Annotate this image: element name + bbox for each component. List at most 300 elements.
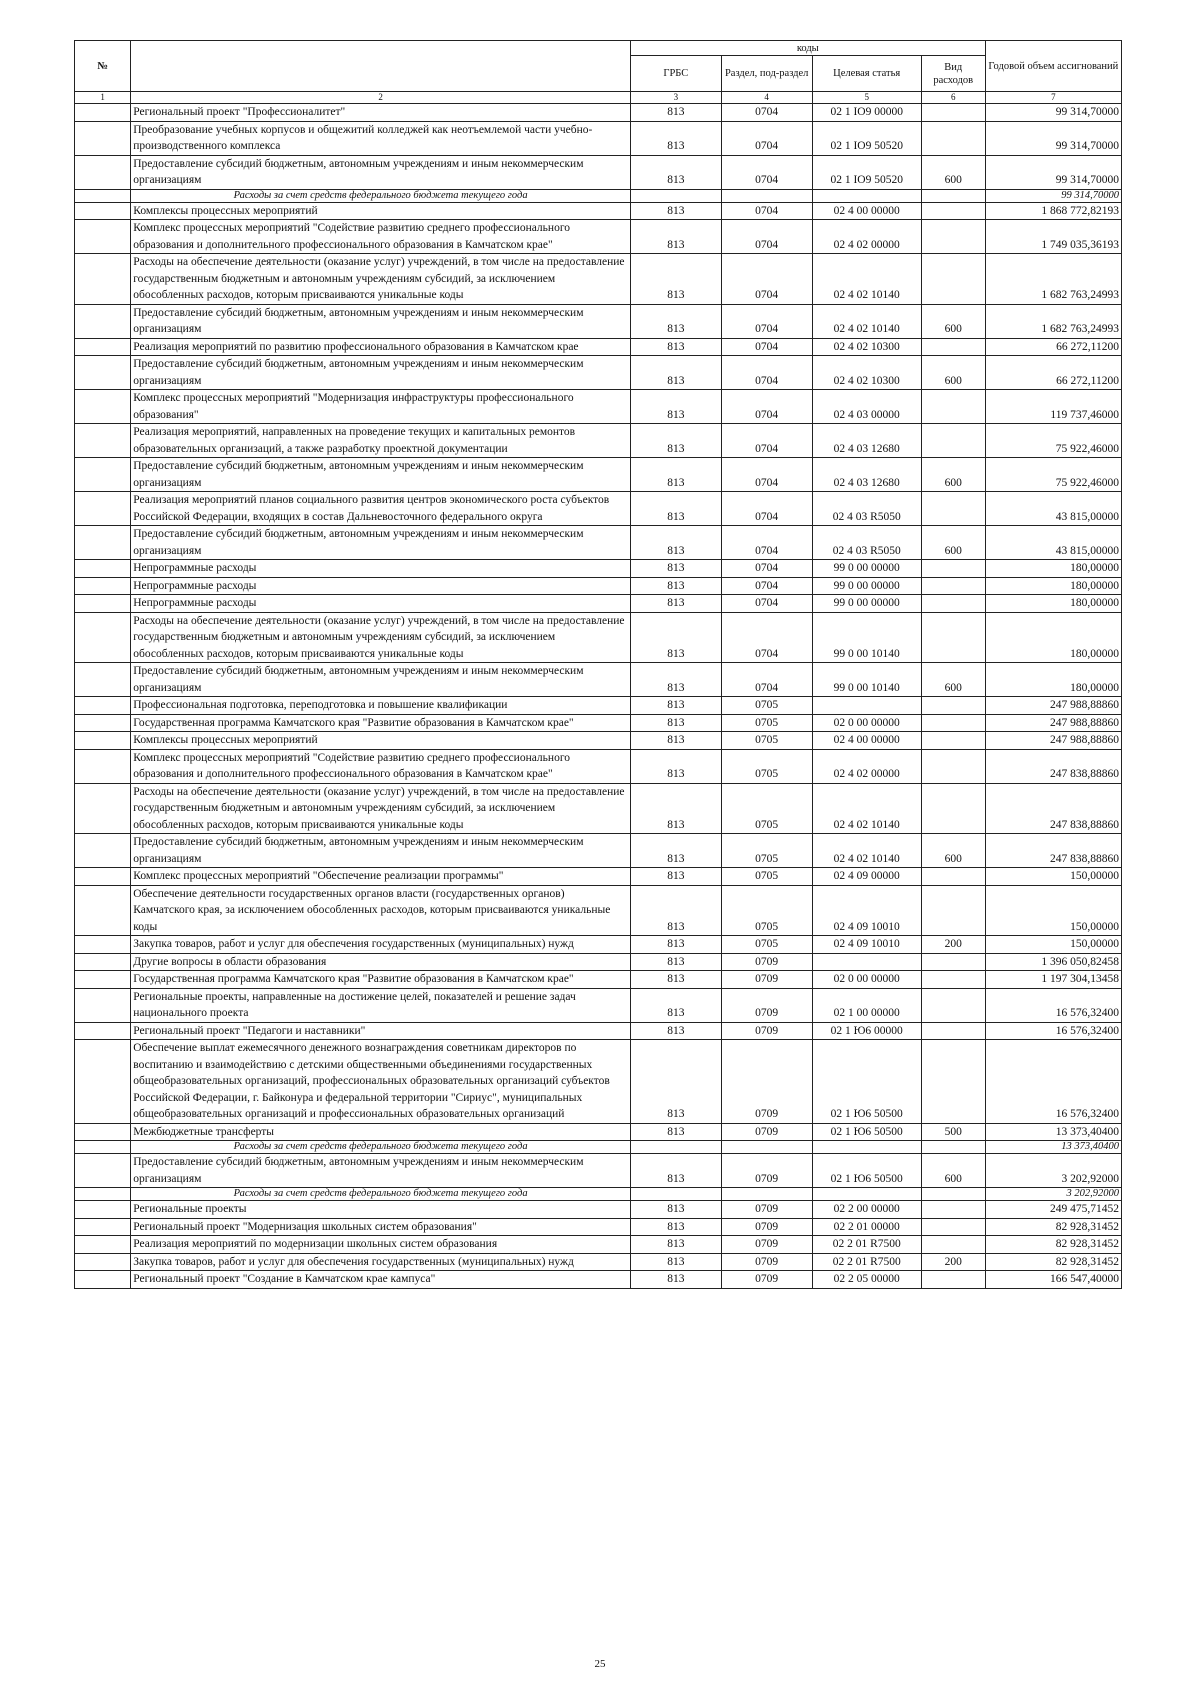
row-number-cell bbox=[75, 1022, 131, 1040]
row-grbs: 813 bbox=[630, 526, 721, 560]
row-number-cell bbox=[75, 1123, 131, 1141]
row-number-cell bbox=[75, 1201, 131, 1219]
row-grbs: 813 bbox=[630, 834, 721, 868]
row-section: 0705 bbox=[721, 834, 812, 868]
row-description: Региональный проект "Профессионалитет" bbox=[131, 104, 631, 122]
row-description: Комплекс процессных мероприятий "Содействие развитию среднего профессионального образования и дополнительного профессионального образования в Камчатском крае" bbox=[131, 749, 631, 783]
row-section: 0709 bbox=[721, 971, 812, 989]
row-grbs: 813 bbox=[630, 988, 721, 1022]
row-amount: 1 396 050,82458 bbox=[985, 953, 1121, 971]
row-number-cell bbox=[75, 304, 131, 338]
row-amount: 247 988,88860 bbox=[985, 697, 1121, 715]
row-target-article bbox=[812, 1188, 921, 1201]
table-row bbox=[75, 1253, 1122, 1271]
table-row bbox=[75, 424, 1122, 458]
table-row bbox=[75, 390, 1122, 424]
row-section: 0709 bbox=[721, 953, 812, 971]
row-amount: 249 475,71452 bbox=[985, 1201, 1121, 1219]
row-amount: 1 749 035,36193 bbox=[985, 220, 1121, 254]
row-target-article bbox=[812, 189, 921, 202]
row-expense-type: 200 bbox=[921, 1253, 985, 1271]
row-amount: 16 576,32400 bbox=[985, 988, 1121, 1022]
row-amount: 150,00000 bbox=[985, 885, 1121, 936]
row-grbs: 813 bbox=[630, 697, 721, 715]
row-number-cell bbox=[75, 526, 131, 560]
row-description: Реализация мероприятий, направленных на проведение текущих и капитальных ремонтов образовательных организаций, а также разработку проектной документации bbox=[131, 424, 631, 458]
row-target-article: 02 4 03 12680 bbox=[812, 458, 921, 492]
header-grbs: ГРБС bbox=[630, 56, 721, 92]
row-section: 0704 bbox=[721, 424, 812, 458]
row-section: 0704 bbox=[721, 526, 812, 560]
row-target-article: 02 1 Ю6 50500 bbox=[812, 1040, 921, 1124]
row-section: 0709 bbox=[721, 1201, 812, 1219]
row-number-cell bbox=[75, 424, 131, 458]
row-description: Межбюджетные трансферты bbox=[131, 1123, 631, 1141]
row-grbs: 813 bbox=[630, 885, 721, 936]
page-number: 25 bbox=[594, 1658, 606, 1670]
row-number-cell bbox=[75, 732, 131, 750]
row-grbs: 813 bbox=[630, 202, 721, 220]
header-index: 6 bbox=[921, 92, 985, 104]
row-grbs: 813 bbox=[630, 492, 721, 526]
row-grbs: 813 bbox=[630, 936, 721, 954]
row-section: 0704 bbox=[721, 104, 812, 122]
row-amount: 13 373,40400 bbox=[985, 1123, 1121, 1141]
row-grbs: 813 bbox=[630, 1123, 721, 1141]
row-amount: 82 928,31452 bbox=[985, 1218, 1121, 1236]
row-number-cell bbox=[75, 254, 131, 305]
row-expense-type bbox=[921, 732, 985, 750]
row-description: Государственная программа Камчатского края "Развитие образования в Камчатском крае" bbox=[131, 971, 631, 989]
row-grbs bbox=[630, 189, 721, 202]
row-description: Преобразование учебных корпусов и общежитий колледжей как неотъемлемой части учебно-производственного комплекса bbox=[131, 121, 631, 155]
row-section: 0705 bbox=[721, 936, 812, 954]
row-target-article: 02 4 02 10140 bbox=[812, 254, 921, 305]
row-target-article: 02 2 01 R7500 bbox=[812, 1253, 921, 1271]
row-target-article: 02 4 02 00000 bbox=[812, 220, 921, 254]
row-grbs bbox=[630, 1141, 721, 1154]
row-target-article: 02 4 09 00000 bbox=[812, 868, 921, 886]
row-grbs: 813 bbox=[630, 424, 721, 458]
table-row bbox=[75, 1236, 1122, 1254]
row-expense-type bbox=[921, 783, 985, 834]
row-expense-type bbox=[921, 1141, 985, 1154]
row-section: 0704 bbox=[721, 595, 812, 613]
row-amount: 99 314,70000 bbox=[985, 189, 1121, 202]
row-number-cell bbox=[75, 202, 131, 220]
row-section: 0704 bbox=[721, 577, 812, 595]
row-target-article: 99 0 00 10140 bbox=[812, 663, 921, 697]
row-section bbox=[721, 1141, 812, 1154]
row-target-article: 02 1 IO9 50520 bbox=[812, 155, 921, 189]
row-description: Комплекс процессных мероприятий "Модернизация инфраструктуры профессионального образования" bbox=[131, 390, 631, 424]
row-expense-type: 600 bbox=[921, 155, 985, 189]
table-row bbox=[75, 1022, 1122, 1040]
row-description: Расходы за счет средств федерального бюджета текущего года bbox=[131, 1188, 631, 1201]
row-description: Расходы за счет средств федерального бюджета текущего года bbox=[131, 189, 631, 202]
row-description: Предоставление субсидий бюджетным, автономным учреждениям и иным некоммерческим организациям bbox=[131, 663, 631, 697]
row-target-article: 02 4 02 10140 bbox=[812, 834, 921, 868]
table-header bbox=[75, 41, 1122, 104]
row-section: 0709 bbox=[721, 1253, 812, 1271]
row-target-article bbox=[812, 1141, 921, 1154]
table-row bbox=[75, 1271, 1122, 1289]
row-description: Комплекс процессных мероприятий "Обеспечение реализации программы" bbox=[131, 868, 631, 886]
row-amount: 99 314,70000 bbox=[985, 155, 1121, 189]
row-target-article: 02 0 00 00000 bbox=[812, 714, 921, 732]
row-grbs bbox=[630, 1188, 721, 1201]
header-index: 4 bbox=[721, 92, 812, 104]
row-section: 0705 bbox=[721, 783, 812, 834]
row-section: 0709 bbox=[721, 1218, 812, 1236]
row-grbs: 813 bbox=[630, 953, 721, 971]
row-amount: 43 815,00000 bbox=[985, 526, 1121, 560]
row-number-cell bbox=[75, 1188, 131, 1201]
row-target-article: 02 4 03 12680 bbox=[812, 424, 921, 458]
table-row bbox=[75, 202, 1122, 220]
table-row bbox=[75, 834, 1122, 868]
row-description: Реализация мероприятий по модернизации школьных систем образования bbox=[131, 1236, 631, 1254]
row-amount: 180,00000 bbox=[985, 663, 1121, 697]
row-section: 0704 bbox=[721, 458, 812, 492]
row-section: 0704 bbox=[721, 304, 812, 338]
row-grbs: 813 bbox=[630, 1236, 721, 1254]
row-section: 0705 bbox=[721, 868, 812, 886]
federal-funds-row bbox=[75, 1188, 1122, 1201]
row-description: Закупка товаров, работ и услуг для обеспечения государственных (муниципальных) нужд bbox=[131, 1253, 631, 1271]
row-section: 0704 bbox=[721, 390, 812, 424]
row-amount: 180,00000 bbox=[985, 595, 1121, 613]
row-description: Расходы на обеспечение деятельности (оказание услуг) учреждений, в том числе на предоставление государственным бюджетным и автономным учреждениям субсидий, за исключением обособленных расходов, которым присваиваются уникальные коды bbox=[131, 783, 631, 834]
row-expense-type: 600 bbox=[921, 834, 985, 868]
budget-table-container bbox=[74, 40, 1122, 1289]
row-expense-type bbox=[921, 202, 985, 220]
row-section: 0704 bbox=[721, 663, 812, 697]
row-target-article: 02 2 01 00000 bbox=[812, 1218, 921, 1236]
row-section bbox=[721, 189, 812, 202]
row-grbs: 813 bbox=[630, 155, 721, 189]
row-target-article: 02 4 00 00000 bbox=[812, 202, 921, 220]
row-amount: 180,00000 bbox=[985, 612, 1121, 663]
row-target-article: 02 4 02 00000 bbox=[812, 749, 921, 783]
row-description: Расходы за счет средств федерального бюджета текущего года bbox=[131, 1141, 631, 1154]
header-index: 1 bbox=[75, 92, 131, 104]
row-description: Профессиональная подготовка, переподготовка и повышение квалификации bbox=[131, 697, 631, 715]
row-amount: 3 202,92000 bbox=[985, 1188, 1121, 1201]
row-section: 0705 bbox=[721, 714, 812, 732]
row-expense-type bbox=[921, 390, 985, 424]
row-section: 0704 bbox=[721, 155, 812, 189]
row-number-cell bbox=[75, 953, 131, 971]
row-grbs: 813 bbox=[630, 732, 721, 750]
row-amount: 16 576,32400 bbox=[985, 1022, 1121, 1040]
row-grbs: 813 bbox=[630, 783, 721, 834]
table-row bbox=[75, 971, 1122, 989]
table-row bbox=[75, 612, 1122, 663]
row-target-article: 02 1 Ю6 50500 bbox=[812, 1123, 921, 1141]
row-expense-type bbox=[921, 697, 985, 715]
row-expense-type: 600 bbox=[921, 304, 985, 338]
row-expense-type bbox=[921, 1201, 985, 1219]
row-section: 0705 bbox=[721, 697, 812, 715]
row-grbs: 813 bbox=[630, 1022, 721, 1040]
row-number-cell bbox=[75, 612, 131, 663]
row-expense-type: 600 bbox=[921, 526, 985, 560]
row-number-cell bbox=[75, 988, 131, 1022]
row-expense-type bbox=[921, 492, 985, 526]
row-target-article: 02 2 01 R7500 bbox=[812, 1236, 921, 1254]
row-number-cell bbox=[75, 155, 131, 189]
row-target-article: 02 4 02 10300 bbox=[812, 356, 921, 390]
row-number-cell bbox=[75, 390, 131, 424]
table-row bbox=[75, 356, 1122, 390]
table-row bbox=[75, 104, 1122, 122]
row-number-cell bbox=[75, 560, 131, 578]
row-target-article: 02 4 02 10140 bbox=[812, 304, 921, 338]
row-target-article: 02 2 05 00000 bbox=[812, 1271, 921, 1289]
row-number-cell bbox=[75, 104, 131, 122]
row-expense-type bbox=[921, 121, 985, 155]
row-amount: 247 988,88860 bbox=[985, 714, 1121, 732]
row-number-cell bbox=[75, 1141, 131, 1154]
row-expense-type bbox=[921, 1218, 985, 1236]
row-grbs: 813 bbox=[630, 971, 721, 989]
row-amount: 3 202,92000 bbox=[985, 1154, 1121, 1188]
table-row bbox=[75, 220, 1122, 254]
row-amount: 1 682 763,24993 bbox=[985, 254, 1121, 305]
row-description: Реализация мероприятий по развитию профессионального образования в Камчатском крае bbox=[131, 338, 631, 356]
row-target-article: 99 0 00 00000 bbox=[812, 577, 921, 595]
row-target-article: 99 0 00 00000 bbox=[812, 595, 921, 613]
table-row bbox=[75, 458, 1122, 492]
row-expense-type bbox=[921, 714, 985, 732]
header-index: 5 bbox=[812, 92, 921, 104]
row-amount: 150,00000 bbox=[985, 868, 1121, 886]
row-grbs: 813 bbox=[630, 1253, 721, 1271]
row-expense-type bbox=[921, 338, 985, 356]
row-grbs: 813 bbox=[630, 1154, 721, 1188]
row-target-article bbox=[812, 697, 921, 715]
row-number-cell bbox=[75, 714, 131, 732]
row-section: 0705 bbox=[721, 749, 812, 783]
row-description: Предоставление субсидий бюджетным, автономным учреждениям и иным некоммерческим организациям bbox=[131, 834, 631, 868]
row-grbs: 813 bbox=[630, 254, 721, 305]
row-expense-type bbox=[921, 971, 985, 989]
row-expense-type bbox=[921, 1236, 985, 1254]
row-number-cell bbox=[75, 1218, 131, 1236]
row-section: 0704 bbox=[721, 612, 812, 663]
row-section: 0705 bbox=[721, 732, 812, 750]
row-expense-type bbox=[921, 1271, 985, 1289]
row-amount: 99 314,70000 bbox=[985, 121, 1121, 155]
budget-table bbox=[74, 40, 1122, 1289]
row-grbs: 813 bbox=[630, 458, 721, 492]
row-expense-type bbox=[921, 749, 985, 783]
table-row bbox=[75, 1123, 1122, 1141]
row-section: 0704 bbox=[721, 338, 812, 356]
row-expense-type bbox=[921, 104, 985, 122]
row-description: Реализация мероприятий планов социального развития центров экономического роста субъектов Российской Федерации, входящих в состав Дальневосточного федерального округа bbox=[131, 492, 631, 526]
row-description: Расходы на обеспечение деятельности (оказание услуг) учреждений, в том числе на предоставление государственным бюджетным и автономным учреждениям субсидий, за исключением обособленных расходов, которым присваиваются уникальные коды bbox=[131, 254, 631, 305]
row-amount: 82 928,31452 bbox=[985, 1253, 1121, 1271]
table-row bbox=[75, 577, 1122, 595]
row-target-article: 02 4 03 R5050 bbox=[812, 526, 921, 560]
row-target-article: 02 4 00 00000 bbox=[812, 732, 921, 750]
row-expense-type bbox=[921, 189, 985, 202]
table-row bbox=[75, 338, 1122, 356]
row-expense-type bbox=[921, 885, 985, 936]
header-annual-amount: Годовой объем ассигнований bbox=[985, 41, 1121, 92]
row-section: 0709 bbox=[721, 1022, 812, 1040]
row-number-cell bbox=[75, 577, 131, 595]
row-target-article: 02 1 IO9 50520 bbox=[812, 121, 921, 155]
row-grbs: 813 bbox=[630, 868, 721, 886]
row-amount: 247 838,88860 bbox=[985, 834, 1121, 868]
table-row bbox=[75, 560, 1122, 578]
row-target-article: 02 2 00 00000 bbox=[812, 1201, 921, 1219]
table-row bbox=[75, 697, 1122, 715]
row-amount: 66 272,11200 bbox=[985, 356, 1121, 390]
table-body bbox=[75, 104, 1122, 1289]
row-amount: 150,00000 bbox=[985, 936, 1121, 954]
row-target-article: 02 4 09 10010 bbox=[812, 885, 921, 936]
row-expense-type: 500 bbox=[921, 1123, 985, 1141]
row-grbs: 813 bbox=[630, 220, 721, 254]
row-expense-type bbox=[921, 988, 985, 1022]
row-number-cell bbox=[75, 1040, 131, 1124]
row-grbs: 813 bbox=[630, 1218, 721, 1236]
header-description bbox=[131, 41, 631, 92]
row-description: Региональный проект "Модернизация школьных систем образования" bbox=[131, 1218, 631, 1236]
row-section bbox=[721, 1188, 812, 1201]
row-description: Предоставление субсидий бюджетным, автономным учреждениям и иным некоммерческим организациям bbox=[131, 155, 631, 189]
row-section: 0709 bbox=[721, 1123, 812, 1141]
row-section: 0709 bbox=[721, 1040, 812, 1124]
row-section: 0709 bbox=[721, 1154, 812, 1188]
row-description: Обеспечение деятельности государственных органов власти (государственных органов) Камчатского края, за исключением обособленных расходов, которым присваиваются уникальные коды bbox=[131, 885, 631, 936]
row-expense-type bbox=[921, 595, 985, 613]
row-number-cell bbox=[75, 492, 131, 526]
row-target-article: 02 1 IO9 00000 bbox=[812, 104, 921, 122]
header-codes: коды bbox=[630, 41, 985, 56]
row-section: 0704 bbox=[721, 492, 812, 526]
row-amount: 247 838,88860 bbox=[985, 783, 1121, 834]
row-description: Региональный проект "Педагоги и наставники" bbox=[131, 1022, 631, 1040]
row-expense-type bbox=[921, 560, 985, 578]
table-row bbox=[75, 714, 1122, 732]
row-target-article: 99 0 00 10140 bbox=[812, 612, 921, 663]
row-target-article: 02 4 02 10140 bbox=[812, 783, 921, 834]
row-amount: 82 928,31452 bbox=[985, 1236, 1121, 1254]
row-description: Комплексы процессных мероприятий bbox=[131, 202, 631, 220]
row-expense-type: 600 bbox=[921, 663, 985, 697]
header-no: № bbox=[75, 41, 131, 92]
row-amount: 16 576,32400 bbox=[985, 1040, 1121, 1124]
row-target-article: 99 0 00 00000 bbox=[812, 560, 921, 578]
table-row bbox=[75, 492, 1122, 526]
row-amount: 1 682 763,24993 bbox=[985, 304, 1121, 338]
row-expense-type bbox=[921, 1188, 985, 1201]
row-number-cell bbox=[75, 783, 131, 834]
row-description: Предоставление субсидий бюджетным, автономным учреждениям и иным некоммерческим организациям bbox=[131, 458, 631, 492]
row-grbs: 813 bbox=[630, 121, 721, 155]
table-row bbox=[75, 595, 1122, 613]
row-description: Непрограммные расходы bbox=[131, 577, 631, 595]
row-description: Предоставление субсидий бюджетным, автономным учреждениям и иным некоммерческим организациям bbox=[131, 304, 631, 338]
row-number-cell bbox=[75, 834, 131, 868]
row-section: 0704 bbox=[721, 560, 812, 578]
row-number-cell bbox=[75, 189, 131, 202]
row-number-cell bbox=[75, 121, 131, 155]
row-section: 0704 bbox=[721, 121, 812, 155]
row-amount: 99 314,70000 bbox=[985, 104, 1121, 122]
row-section: 0709 bbox=[721, 1271, 812, 1289]
federal-funds-row bbox=[75, 189, 1122, 202]
row-number-cell bbox=[75, 1154, 131, 1188]
row-expense-type bbox=[921, 1040, 985, 1124]
table-row bbox=[75, 732, 1122, 750]
row-target-article: 02 4 03 00000 bbox=[812, 390, 921, 424]
table-row bbox=[75, 953, 1122, 971]
row-description: Закупка товаров, работ и услуг для обеспечения государственных (муниципальных) нужд bbox=[131, 936, 631, 954]
row-amount: 75 922,46000 bbox=[985, 424, 1121, 458]
row-number-cell bbox=[75, 1253, 131, 1271]
row-section: 0705 bbox=[721, 885, 812, 936]
row-target-article: 02 4 02 10300 bbox=[812, 338, 921, 356]
row-amount: 13 373,40400 bbox=[985, 1141, 1121, 1154]
row-amount: 66 272,11200 bbox=[985, 338, 1121, 356]
row-number-cell bbox=[75, 971, 131, 989]
row-section: 0704 bbox=[721, 356, 812, 390]
row-description: Региональные проекты bbox=[131, 1201, 631, 1219]
row-expense-type bbox=[921, 953, 985, 971]
row-target-article bbox=[812, 953, 921, 971]
row-amount: 119 737,46000 bbox=[985, 390, 1121, 424]
row-section: 0704 bbox=[721, 202, 812, 220]
header-target: Целевая статья bbox=[812, 56, 921, 92]
row-grbs: 813 bbox=[630, 749, 721, 783]
row-expense-type bbox=[921, 577, 985, 595]
row-grbs: 813 bbox=[630, 390, 721, 424]
table-row bbox=[75, 663, 1122, 697]
row-description: Комплекс процессных мероприятий "Содействие развитию среднего профессионального образования и дополнительного профессионального образования в Камчатском крае" bbox=[131, 220, 631, 254]
row-number-cell bbox=[75, 220, 131, 254]
row-number-cell bbox=[75, 595, 131, 613]
row-expense-type: 600 bbox=[921, 1154, 985, 1188]
row-target-article: 02 1 Ю6 50500 bbox=[812, 1154, 921, 1188]
row-grbs: 813 bbox=[630, 714, 721, 732]
row-description: Предоставление субсидий бюджетным, автономным учреждениям и иным некоммерческим организациям bbox=[131, 356, 631, 390]
row-amount: 180,00000 bbox=[985, 560, 1121, 578]
row-section: 0704 bbox=[721, 220, 812, 254]
table-row bbox=[75, 783, 1122, 834]
table-row bbox=[75, 121, 1122, 155]
row-expense-type bbox=[921, 254, 985, 305]
row-number-cell bbox=[75, 663, 131, 697]
row-description: Предоставление субсидий бюджетным, автономным учреждениям и иным некоммерческим организациям bbox=[131, 526, 631, 560]
row-description: Обеспечение выплат ежемесячного денежного вознаграждения советникам директоров по воспитанию и взаимодействию с детскими общественными объединениями государственных общеобразовательных организаций, профессиональных образовательных организаций субъектов Российской Федерации, г. Байконура и федеральной территории "Сириус", муниципальных общеобразовательных организаций и профессиональных образовательных организаций bbox=[131, 1040, 631, 1124]
row-number-cell bbox=[75, 868, 131, 886]
row-description: Другие вопросы в области образования bbox=[131, 953, 631, 971]
row-grbs: 813 bbox=[630, 356, 721, 390]
table-row bbox=[75, 988, 1122, 1022]
row-number-cell bbox=[75, 936, 131, 954]
table-row bbox=[75, 254, 1122, 305]
row-amount: 247 988,88860 bbox=[985, 732, 1121, 750]
row-number-cell bbox=[75, 885, 131, 936]
table-row bbox=[75, 1201, 1122, 1219]
row-amount: 1 197 304,13458 bbox=[985, 971, 1121, 989]
